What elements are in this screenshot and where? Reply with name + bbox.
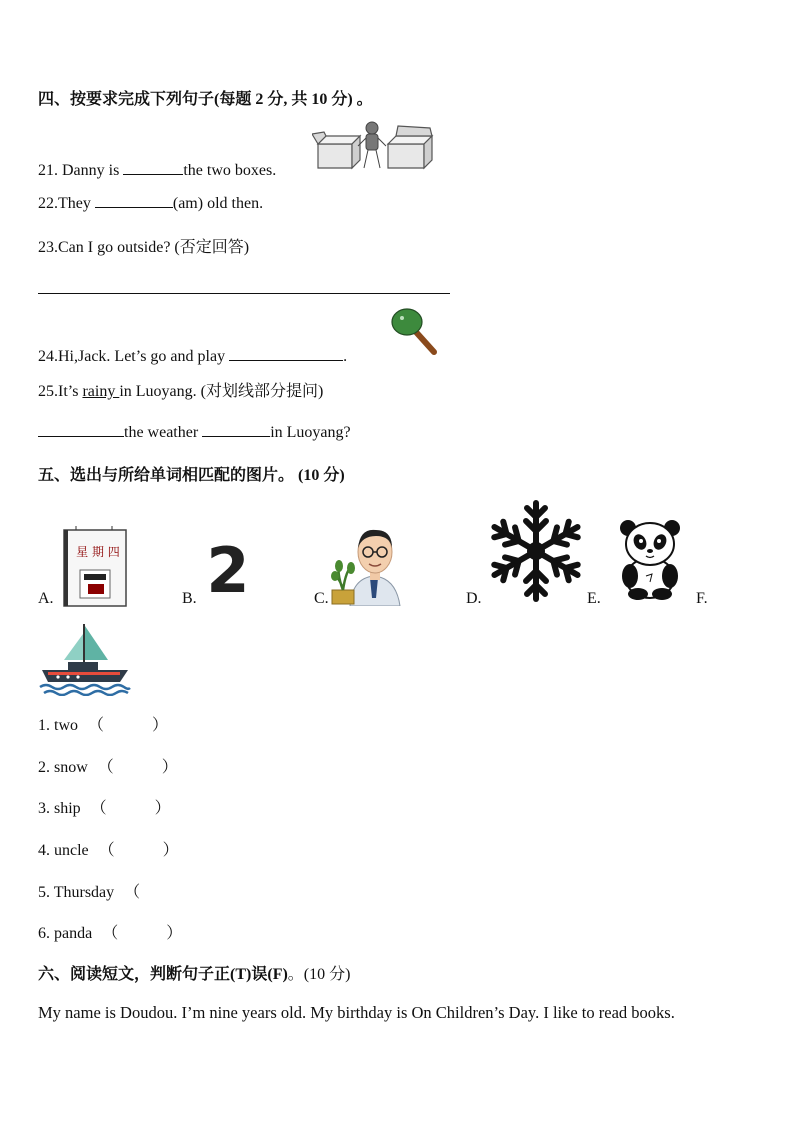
panda-image: [616, 518, 684, 600]
option-a-label: A.: [38, 590, 54, 607]
ping-pong-paddle-image: [390, 306, 440, 356]
section4-heading: 四、按要求完成下列句子(每题 2 分, 共 10 分) 。: [38, 91, 373, 108]
match-item-4: [38, 837, 179, 860]
match-item-5-label: 5. Thursday: [38, 884, 115, 901]
q22-after: (am) old then.: [172, 195, 264, 212]
snowflake-image: [484, 496, 588, 606]
match-item-2-answer-paren[interactable]: （ ）: [97, 759, 178, 776]
q25-answer-end: in Luoyang?: [270, 424, 351, 441]
match-item-6: [38, 920, 182, 943]
section6-heading: [38, 961, 350, 984]
q22-blank[interactable]: [95, 192, 173, 208]
match-item-6-answer-paren[interactable]: （ ）: [102, 925, 183, 942]
match-item-6-label: 6. panda: [38, 925, 93, 942]
q24-blank[interactable]: [229, 345, 343, 361]
calendar-text: 星 期 四: [76, 545, 120, 559]
section6-passage: My name is Doudou. I’m nine years old. My birthday is On Children’s Day. I like to read books.: [38, 1003, 675, 1022]
q24-before: 24.Hi,Jack. Let’s go and play: [38, 348, 230, 365]
number-two-text: 2: [206, 536, 250, 596]
calendar-thursday-image: [62, 526, 128, 608]
q25-underlined-word: rainy: [82, 383, 120, 400]
boy-between-boxes-image: [312, 118, 438, 174]
q25-blank-1[interactable]: [38, 421, 124, 437]
section6-heading-a: 六、阅读短文，判断句子正: [38, 966, 231, 983]
q21-before: . Danny is: [54, 162, 124, 179]
q25-answer-middle: the weather: [124, 424, 203, 441]
option-b-label: B.: [182, 590, 197, 607]
q21-after: the two boxes.: [183, 162, 277, 179]
match-item-4-label: 4. uncle: [38, 842, 89, 859]
question-25-answer: [38, 421, 351, 442]
match-item-3-answer-paren[interactable]: （ ）: [90, 800, 171, 817]
question-23: 23.Can I go outside? (否定回答): [38, 239, 250, 256]
match-item-2: [38, 754, 178, 777]
option-f-label: F.: [696, 590, 708, 607]
uncle-man-image: [330, 522, 412, 606]
match-item-5: [38, 879, 140, 902]
section6-heading-d: (F): [267, 966, 288, 983]
section6-heading-e: 。(10 分): [287, 966, 351, 983]
q23-answer-line[interactable]: [38, 293, 450, 294]
question-22: [38, 192, 263, 213]
match-item-1-label: 1. two: [38, 717, 78, 734]
section5-heading: [38, 462, 345, 485]
q21-blank[interactable]: [123, 159, 183, 175]
section6-heading-b: (T): [230, 966, 252, 983]
option-e-label: E.: [587, 590, 601, 607]
q25-before: 25.It’s: [38, 383, 83, 400]
match-item-3: [38, 795, 171, 818]
q24-after: .: [343, 348, 348, 365]
match-item-3-label: 3. ship: [38, 800, 81, 817]
question-24: [38, 345, 347, 366]
question-21: [38, 159, 276, 180]
match-item-5-answer-paren[interactable]: （: [124, 884, 141, 901]
match-item-2-label: 2. snow: [38, 759, 88, 776]
q25-after: in Luoyang. (对划线部分提问): [119, 383, 324, 400]
number-two-image: [200, 536, 256, 596]
option-c-label: C.: [314, 590, 329, 607]
match-item-1-answer-paren[interactable]: （ ）: [88, 717, 169, 734]
match-item-1: [38, 712, 168, 735]
question-25: [38, 378, 323, 401]
section5-heading-score: (10 分): [294, 467, 345, 484]
q22-before: 22.They: [38, 195, 95, 212]
q25-blank-2[interactable]: [202, 421, 270, 437]
q21-number: 21: [38, 162, 54, 179]
sailing-ship-image: [38, 620, 132, 696]
section5-heading-cn: 五、选出与所给单词相匹配的图片。: [38, 467, 295, 484]
option-d-label: D.: [466, 590, 482, 607]
section6-heading-c: 误: [251, 966, 268, 983]
match-item-4-answer-paren[interactable]: （ ）: [98, 842, 179, 859]
